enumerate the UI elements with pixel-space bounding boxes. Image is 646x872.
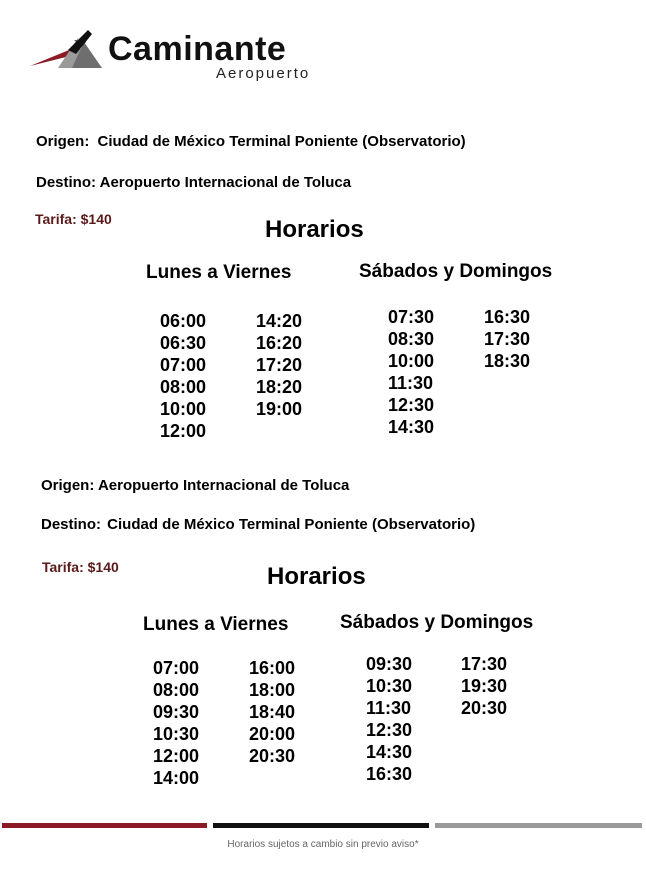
time-slot: 14:20 — [256, 311, 303, 331]
time-slot: 11:30 — [366, 698, 412, 718]
origin-label: Origen: — [41, 477, 95, 494]
time-slot: 16:30 — [366, 764, 413, 784]
time-slot: 17:30 — [461, 654, 508, 674]
origin-value: Aeropuerto Internacional de Toluca — [97, 477, 350, 494]
time-slot: 11:30 — [388, 373, 434, 393]
time-slot: 10:30 — [366, 676, 413, 696]
time-slot: 12:00 — [160, 421, 207, 441]
footer-note: Horarios sujetos a cambio sin previo aviso* — [227, 839, 419, 850]
time-slot: 20:30 — [461, 698, 508, 718]
time-slot: 09:30 — [153, 702, 200, 722]
time-slot: 10:00 — [160, 399, 207, 419]
route2-weekend-col2 — [461, 653, 507, 719]
time-slot: 20:30 — [249, 746, 296, 766]
time-slot: 07:30 — [388, 307, 435, 327]
time-slot: 18:00 — [249, 680, 296, 700]
footer-bar-gray — [435, 823, 642, 828]
time-slot: 19:00 — [256, 399, 303, 419]
time-slot: 20:00 — [249, 724, 296, 744]
time-slot: 18:20 — [256, 377, 303, 397]
time-slot: 08:30 — [388, 329, 435, 349]
time-slot: 06:30 — [160, 333, 207, 353]
time-slot: 12:30 — [366, 720, 413, 740]
time-slot: 14:00 — [153, 768, 200, 788]
time-slot: 10:30 — [153, 724, 200, 744]
time-slot: 07:00 — [160, 355, 207, 375]
origin-label: Origen: — [36, 133, 90, 150]
origin-value: Ciudad de México Terminal Poniente (Observatorio) — [97, 133, 466, 150]
destination-value: Ciudad de México Terminal Poniente (Observatorio) — [107, 516, 476, 533]
route2-weekday-col1 — [153, 657, 199, 789]
route2-destination — [41, 516, 475, 533]
time-slot: 14:30 — [388, 417, 435, 437]
time-slot: 08:00 — [160, 377, 207, 397]
time-slot: 17:30 — [484, 329, 531, 349]
route2-weekday-title: Lunes a Viernes — [143, 614, 289, 635]
time-slot: 16:30 — [484, 307, 531, 327]
time-slot: 19:30 — [461, 676, 508, 696]
route2-weekend-title: Sábados y Domingos — [340, 612, 534, 633]
time-slot: 12:00 — [153, 746, 200, 766]
time-slot: 18:30 — [484, 351, 531, 371]
airplane-logo-icon — [28, 28, 106, 72]
fare-value: $140 — [80, 211, 112, 227]
destination-value: Aeropuerto Internacional de Toluca — [99, 174, 352, 191]
route1-weekend-title: Sábados y Domingos — [359, 261, 553, 282]
fare-label: Tarifa: — [42, 559, 84, 575]
route2-fare — [42, 559, 119, 575]
destination-label: Destino: — [36, 174, 96, 191]
time-slot: 18:40 — [249, 702, 296, 722]
time-slot: 16:00 — [249, 658, 296, 678]
route1-weekend-col1 — [388, 306, 434, 438]
route1-weekend-col2 — [484, 306, 530, 372]
time-slot: 09:30 — [366, 654, 413, 674]
time-slot: 14:30 — [366, 742, 413, 762]
route2-weekend-col1 — [366, 653, 412, 785]
fare-value: $140 — [87, 559, 119, 575]
footer-bar-black — [213, 823, 429, 828]
route2-origin — [41, 477, 349, 494]
route2-weekday-col2 — [249, 657, 295, 767]
time-slot: 10:00 — [388, 351, 435, 371]
fare-label: Tarifa: — [35, 211, 77, 227]
route1-destination — [36, 174, 351, 191]
brand-name: Caminante — [108, 30, 287, 68]
destination-label: Destino: — [41, 516, 101, 533]
time-slot: 12:30 — [388, 395, 435, 415]
footer-bar-red — [2, 823, 207, 828]
time-slot: 06:00 — [160, 311, 207, 331]
route1-fare — [35, 211, 112, 227]
route1-schedule-title: Horarios — [265, 216, 364, 243]
route1-origin — [36, 133, 466, 150]
route1-weekday-col2 — [256, 310, 302, 420]
time-slot: 07:00 — [153, 658, 200, 678]
time-slot: 08:00 — [153, 680, 200, 700]
route1-weekday-col1 — [160, 310, 206, 442]
route1-weekday-title: Lunes a Viernes — [146, 262, 292, 283]
route2-schedule-title: Horarios — [267, 563, 366, 590]
brand-subtitle: Aeropuerto — [216, 65, 311, 82]
time-slot: 16:20 — [256, 333, 303, 353]
time-slot: 17:20 — [256, 355, 303, 375]
